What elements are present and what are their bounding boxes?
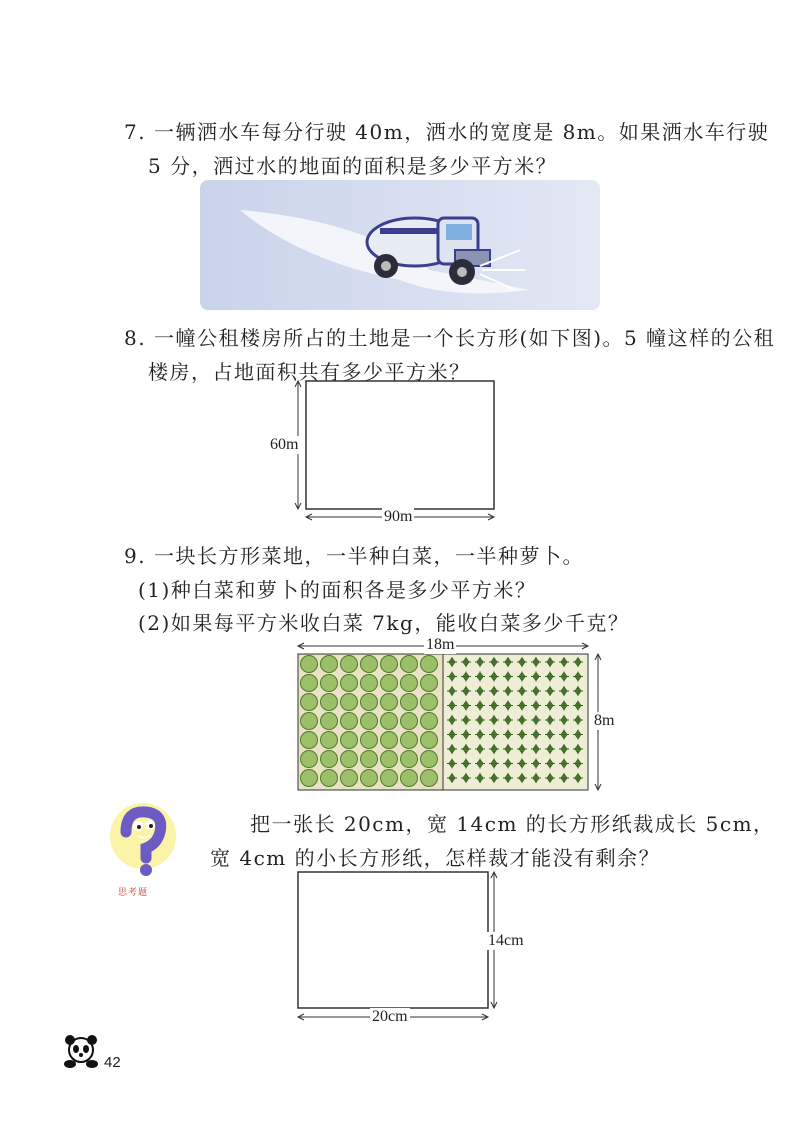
- cabbage-icon: [301, 694, 318, 711]
- cabbage-icon: [401, 713, 418, 730]
- cabbage-icon: [381, 656, 398, 673]
- cabbage-icon: [301, 713, 318, 730]
- problem-8-line-1: 8. 一幢公租楼房所占的土地是一个长方形(如下图)。5 幢这样的公租: [124, 326, 776, 350]
- cabbage-icon: [421, 770, 438, 787]
- width-label: 90m: [384, 508, 413, 525]
- cabbage-icon: [381, 751, 398, 768]
- lot-rectangle: [306, 381, 494, 509]
- problem-9-line-1: 9. 一块长方形菜地，一半种白菜，一半种萝卜。: [124, 544, 584, 568]
- vegetable-field-diagram: [290, 638, 610, 798]
- cabbage-icon: [361, 656, 378, 673]
- cabbage-icon: [321, 770, 338, 787]
- problem-7-line-1: 7. 一辆洒水车每分行驶 40m，洒水的宽度是 8m。如果洒水车行驶: [124, 120, 770, 144]
- cabbage-icon: [421, 694, 438, 711]
- thinking-badge: 思考题: [118, 888, 149, 898]
- cabbage-icon: [341, 675, 358, 692]
- cabbage-icon: [361, 694, 378, 711]
- cabbage-icon: [321, 751, 338, 768]
- paper-diagram: [288, 868, 508, 1028]
- cabbage-icon: [381, 770, 398, 787]
- cabbage-icon: [341, 656, 358, 673]
- cabbage-icon: [361, 675, 378, 692]
- problem-7-line-2: 5 分，洒过水的地面的面积是多少平方米？: [148, 154, 558, 178]
- cabbage-icon: [401, 770, 418, 787]
- field-width-label: 18m: [426, 636, 455, 653]
- cabbage-icon: [381, 732, 398, 749]
- cabbage-icon: [421, 675, 438, 692]
- question-mascot-icon: [108, 800, 178, 882]
- thinking-line-1: 把一张长 20cm，宽 14cm 的长方形纸裁成长 5cm，: [250, 812, 775, 836]
- paper-width-label: 20cm: [372, 1008, 408, 1025]
- field-height-label: 8m: [594, 712, 615, 729]
- cabbage-icon: [401, 751, 418, 768]
- problem-9-subq-1: (1)种白菜和萝卜的面积各是多少平方米？: [138, 578, 537, 602]
- cabbage-icon: [321, 732, 338, 749]
- cabbage-icon: [301, 770, 318, 787]
- paper-rectangle: [298, 872, 488, 1008]
- thinking-line-2: 宽 4cm 的小长方形纸，怎样裁才能没有剩余？: [210, 846, 661, 870]
- cabbage-icon: [341, 770, 358, 787]
- cabbage-icon: [321, 675, 338, 692]
- cabbage-icon: [321, 713, 338, 730]
- problem-8-line-2: 楼房，占地面积共有多少平方米？: [148, 360, 471, 384]
- cabbage-icon: [361, 732, 378, 749]
- problem-9-subq-2: (2)如果每平方米收白菜 7kg，能收白菜多少千克？: [138, 611, 630, 635]
- cabbage-icon: [381, 713, 398, 730]
- cabbage-icon: [341, 713, 358, 730]
- cabbage-icon: [421, 732, 438, 749]
- cabbage-icon: [321, 656, 338, 673]
- cabbage-icon: [361, 751, 378, 768]
- cabbage-icon: [321, 694, 338, 711]
- cabbage-icon: [401, 732, 418, 749]
- cabbage-icon: [301, 732, 318, 749]
- cabbage-icon: [421, 751, 438, 768]
- cabbage-icon: [421, 656, 438, 673]
- cabbage-icon: [401, 656, 418, 673]
- paper-height-label: 14cm: [488, 932, 524, 949]
- building-lot-diagram: [285, 378, 505, 528]
- cabbage-icon: [401, 675, 418, 692]
- cabbage-icon: [381, 675, 398, 692]
- cabbage-icon: [361, 770, 378, 787]
- page-number: 42: [104, 1054, 121, 1071]
- cabbage-icon: [301, 656, 318, 673]
- cabbage-icon: [381, 694, 398, 711]
- cabbage-icon: [301, 675, 318, 692]
- sprinkler-truck-illustration: [200, 180, 600, 310]
- cabbage-icon: [421, 713, 438, 730]
- cabbage-icon: [301, 751, 318, 768]
- cabbage-icon: [341, 694, 358, 711]
- cabbage-icon: [361, 713, 378, 730]
- height-label: 60m: [270, 436, 299, 453]
- cabbage-icon: [341, 751, 358, 768]
- cabbage-icon: [401, 694, 418, 711]
- cabbage-icon: [341, 732, 358, 749]
- panda-icon: [60, 1030, 102, 1072]
